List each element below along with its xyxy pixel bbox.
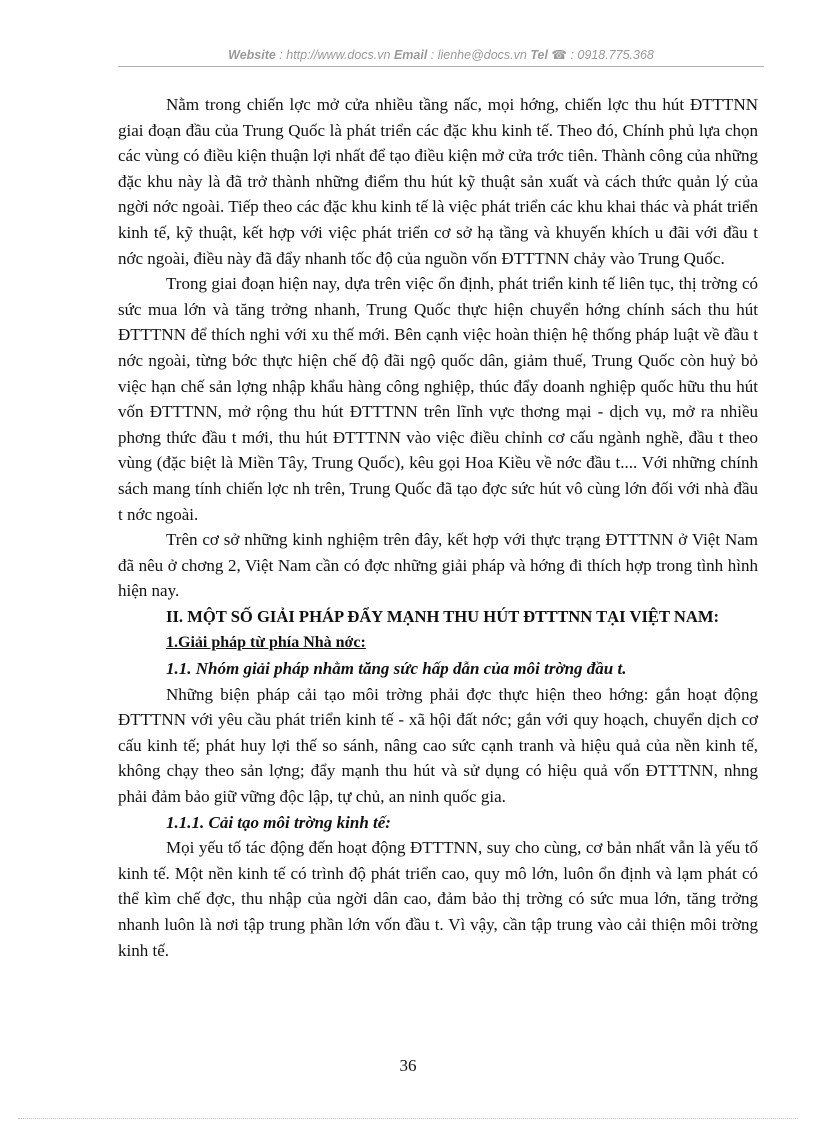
document-body (118, 92, 758, 963)
paragraph: Trên cơ sở những kinh nghiệm trên đây, kết hợp với thực trạng ĐTTTNN ở Việt Nam đã nêu ở chơng 2, Việt Nam cần có đợc những giải pháp và hớng đi thích hợp trong tình hình hiện nay. (118, 530, 758, 601)
page-header (118, 47, 764, 62)
section-heading: II. MỘT SỐ GIẢI PHÁP ĐẨY MẠNH THU HÚT ĐTTTNN TẠI VIỆT NAM: (166, 606, 720, 626)
paragraph: Mọi yếu tố tác động đến hoạt động ĐTTTNN, suy cho cùng, cơ bản nhất vẫn là yếu tố kinh tế. Một nền kinh tế có trình độ phát triển cao, quy mô lớn, luôn ổn định và lạm phát có thể kìm chế đợc, thu nhập của ngời dân cao, đảm bảo thị trờng có sức mua lớn, tăng trởng nhanh luôn là nơi tập trung phần lớn vốn đầu t. Vì vậy, cần tập trung vào cải thiện môi trờng kinh tế. (118, 838, 758, 960)
subsection-heading (118, 629, 758, 656)
heading-1-1-1: 1.1.1. Cải tạo môi trờng kinh tế: (166, 812, 391, 832)
header-email-label: Email (393, 48, 428, 62)
paragraph: Những biện pháp cải tạo môi trờng phải đợc thực hiện theo hớng: gắn hoạt động ĐTTTNN với yêu cầu phát triển kinh tế - xã hội đất nớc; gắn với quy hoạch, chuyển dịch cơ cấu kinh tế; phát huy lợi thế so sánh, nâng cao sức cạnh tranh và hiệu quả của nền kinh tế, không chạy theo sản lợng; đẩy mạnh thu hút và sử dụng có hiệu quả vốn ĐTTTNN, nhng phải đảm bảo giữ vững độc lập, tự chủ, an ninh quốc gia. (118, 684, 758, 807)
header-divider (118, 66, 764, 67)
heading-1-1: 1.1. Nhóm giải pháp nhằm tăng sức hấp dẫn của môi trờng đầu t. (166, 659, 627, 679)
page-bottom-border (18, 1118, 798, 1119)
header-tel-label: Tel (530, 48, 548, 62)
subsection-heading-text: 1.Giải pháp từ phía Nhà nớc: (166, 634, 366, 652)
header-email-value: : lienhe@docs.vn (427, 48, 531, 62)
page-number: 36 (399, 1056, 417, 1075)
header-tel-value: ☎ : 0918.775.368 (547, 48, 654, 62)
header-website-value: : http://www.docs.vn (275, 48, 394, 62)
paragraph: Trong giai đoạn hiện nay, dựa trên việc ổn định, phát triển kinh tế liên tục, thị trờng có sức mua lớn và tăng trởng nhanh, Trung Quốc thực hiện chuyển hớng chính sách thu hút ĐTTTNN để thích nghi với xu thế mới. Bên cạnh việc hoàn thiện hệ thống pháp luật về đầu t nớc ngoài, từng bớc thực hiện chế độ đãi ngộ quốc dân, giảm thuế, Trung Quốc còn huỷ bỏ việc hạn chế sản lợng nhập khẩu hàng công nghiệp, thúc đẩy doanh nghiệp quốc hữu thu hút vốn ĐTTTNN, mở rộng thu hút ĐTTTNN trên lĩnh vực thơng mại - dịch vụ, mở ra nhiều phơng thức đầu t mới, thu hút ĐTTTNN vào việc điều chỉnh cơ cấu ngành nghề, đầu t theo vùng (đặc biệt là Miền Tây, Trung Quốc), kêu gọi Hoa Kiều về nớc đầu t.... Với những chính sách mang tính chiến lợc nh trên, Trung Quốc đã tạo đợc sức hút vô cùng lớn đối với nhà đầu t nớc ngoài. (118, 274, 758, 524)
header-website-label: Website (228, 48, 276, 62)
paragraph: Nằm trong chiến lợc mở cửa nhiều tầng nấc, mọi hớng, chiến lợc thu hút ĐTTTNN giai đoạn đầu của Trung Quốc là phát triển các đặc khu kinh tế. Theo đó, Chính phủ lựa chọn các vùng có điều kiện thuận lợi nhất để tạo điều kiện mở cửa trớc tiên. Thành công của những đặc khu này là đã trở thành những điểm thu hút kỹ thuật sản xuất và cách thức quản lý của ngời nớc ngoài. Tiếp theo các đặc khu kinh tế là việc phát triển các khu khai thác và phát triển kinh tế, kỹ thuật, kết hợp với việc phát triển cơ sở hạ tầng và khuyến khích u đãi với đầu t nớc ngoài, điều này đã đẩy nhanh tốc độ của nguồn vốn ĐTTTNN chảy vào Trung Quốc. (118, 95, 758, 268)
